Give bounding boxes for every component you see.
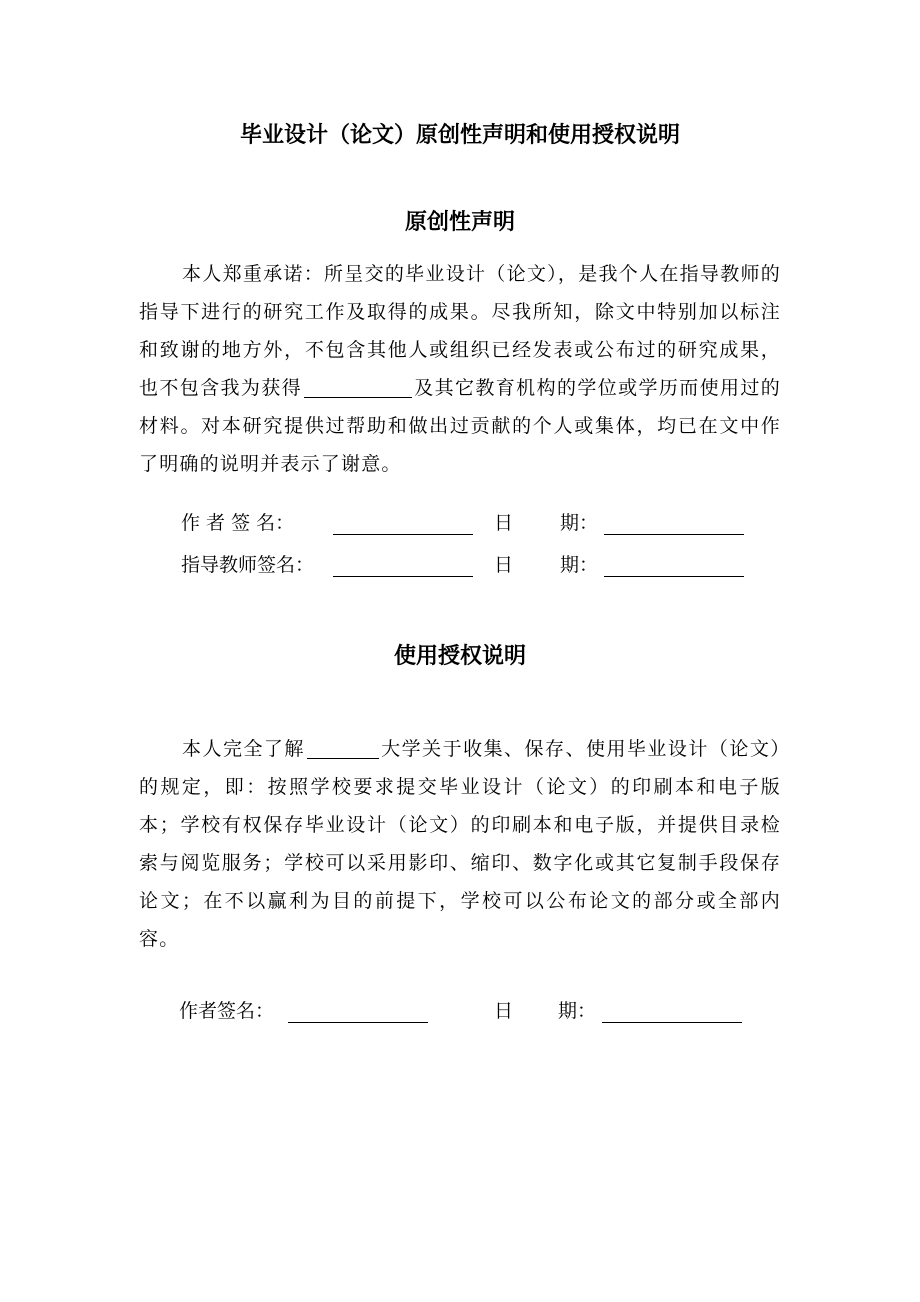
date-label-char-1: 日 <box>494 554 514 576</box>
date-label-char-2: 期： <box>558 1000 597 1022</box>
declaration-paragraph <box>139 255 781 483</box>
authorization-date-field[interactable] <box>602 1021 742 1023</box>
date-label-char-1: 日 <box>494 512 514 534</box>
author-signature-field[interactable] <box>333 533 473 535</box>
advisor-signature-field[interactable] <box>333 575 473 577</box>
authorization-heading: 使用授权说明 <box>393 644 526 669</box>
authorization-text-part2: 大学关于收集、保存、使用毕业设计（论文）的规定，即：按照学校要求提交毕业设计（论文）的印刷本和电子版本；学校有权保存毕业设计（论文）的印刷本和电子版，并提供目录检索与阅览服务；学校可以采用影印、缩印、数字化或其它复制手段保存论文；在不以赢利为目的前提下，学校可以公布论文的部分或全部内容。 <box>139 738 781 950</box>
declaration-text-part2: 及其它教育机构的学位或学历而使用过的材料。对本研究提供过帮助和做出过贡献的个人或集体，均已在文中作了明确的说明并表示了谢意。 <box>139 377 781 475</box>
date-label-char-2: 期： <box>560 554 599 576</box>
author-date-field[interactable] <box>604 533 744 535</box>
date-label-char-2: 期： <box>560 512 599 534</box>
date-label-char-1: 日 <box>494 1000 514 1022</box>
degree-blank-field[interactable] <box>304 375 412 398</box>
author-signature-label: 作 者 签 名： <box>181 512 295 534</box>
authorization-text-part1: 本人完全了解 <box>182 738 305 760</box>
advisor-signature-label: 指导教师签名： <box>181 554 315 576</box>
university-blank-field[interactable] <box>307 736 379 759</box>
authorization-paragraph <box>139 730 781 958</box>
declaration-heading: 原创性声明 <box>404 210 515 235</box>
advisor-date-field[interactable] <box>604 575 744 577</box>
authorization-signature-field[interactable] <box>288 1021 428 1023</box>
page-title: 毕业设计（论文）原创性声明和使用授权说明 <box>239 123 680 148</box>
authorization-signature-label: 作者签名： <box>179 1000 275 1022</box>
declaration-text-part1: 本人郑重承诺：所呈交的毕业设计（论文），是我个人在指导教师的指导下进行的研究工作及取得的成果。尽我所知，除文中特别加以标注和致谢的地方外，不包含其他人或组织已经发表或公布过的研究成果，也不包含我为获得 <box>139 263 781 399</box>
